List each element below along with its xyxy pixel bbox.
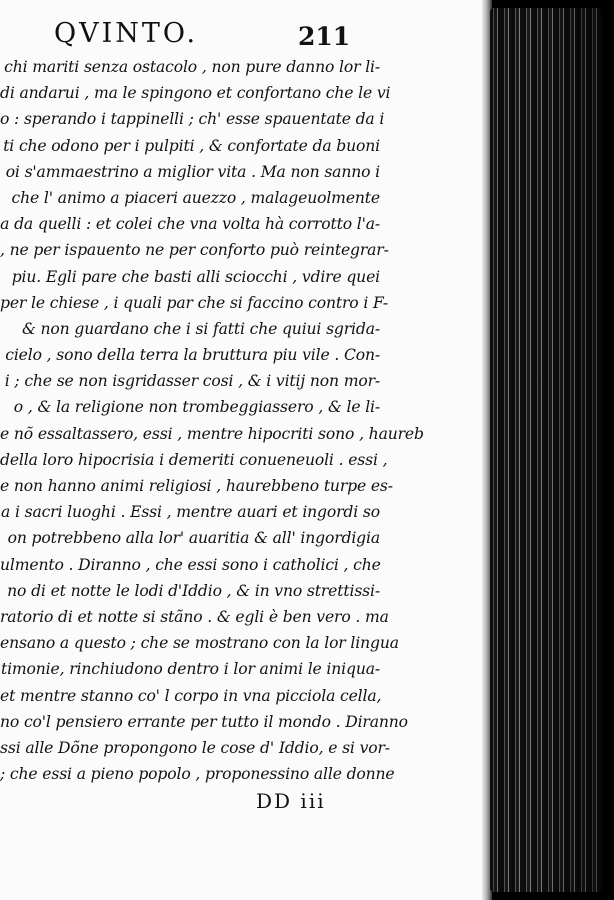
text-line: chi mariti senza ostacolo , non pure danno lor li- [4, 58, 380, 76]
text-line: no co'l pensiero errante per tutto il mondo . Diranno [0, 712, 408, 731]
text-line: i ; che se non isgridasser cosi , & i vitij non mor- [4, 372, 380, 391]
text-line: ti che odono per i pulpiti , & confortate da buoni [3, 136, 380, 155]
text-line: che l' animo a piaceri auezzo , malageuolmente [11, 188, 380, 207]
running-head: QVINTO. [54, 18, 199, 49]
body-text [0, 54, 424, 787]
text-line: & non guardano che i si fatti che quiui sgrida- [22, 319, 380, 338]
text-line: e nõ essaltassero, essi , mentre hipocriti sono , haureb [0, 424, 424, 443]
text-line: piu. Egli pare che basti alli sciocchi , vdire quei [11, 267, 380, 286]
edge-shadow [490, 0, 614, 900]
text-line: o : sperando i tappinelli ; ch' esse spauentate da i [0, 110, 385, 129]
text-line: ulmento . Diranno , che essi sono i catholici , che [0, 555, 381, 574]
text-line: di andarui , ma le spingono et confortano che le vi [0, 84, 391, 103]
text-line: cielo , sono della terra la bruttura piu vile . Con- [5, 346, 380, 365]
signature-mark: DD iii [256, 789, 326, 813]
text-line: on potrebbeno alla lor' auaritia & all' ingordigia [7, 529, 380, 548]
text-line: ratorio di et notte si stãno . & egli è ben vero . ma [0, 607, 389, 626]
text-line: e non hanno animi religiosi , haurebbeno turpe es- [0, 477, 393, 495]
text-line: ssi alle Dõne propongono le cose d' Iddio, e si vor- [0, 738, 390, 757]
text-line: et mentre stanno co' l corpo in vna picciola cella, [0, 686, 382, 705]
text-line: no di et notte le lodi d'Iddio , & in vno strettissi- [7, 581, 380, 600]
text-line: della loro hipocrisia i demeriti conueneuoli . essi , [0, 450, 388, 469]
text-line: per le chiese , i quali par che si faccino contro i F- [0, 293, 389, 312]
text-line: ; che essi a pieno popolo , proponessino alle donne [0, 765, 395, 784]
text-line: oi s'ammaestrino a miglior vita . Ma non sanno i [5, 162, 380, 181]
page-number: 211 [298, 22, 351, 51]
text-line: ensano a questo ; che se mostrano con la lor lingua [0, 634, 399, 653]
text-line: timonie, rinchiudono dentro i lor animi le iniqua- [0, 660, 380, 679]
text-line: a da quelli : et colei che vna volta hà corrotto l'a- [0, 215, 380, 234]
text-line: o , & la religione non trombeggiassero , & le li- [13, 398, 380, 417]
text-line: , ne per ispauento ne per conforto può reintegrar- [0, 241, 389, 260]
text-line: a i sacri luoghi . Essi , mentre auari et ingordi so [1, 503, 380, 522]
